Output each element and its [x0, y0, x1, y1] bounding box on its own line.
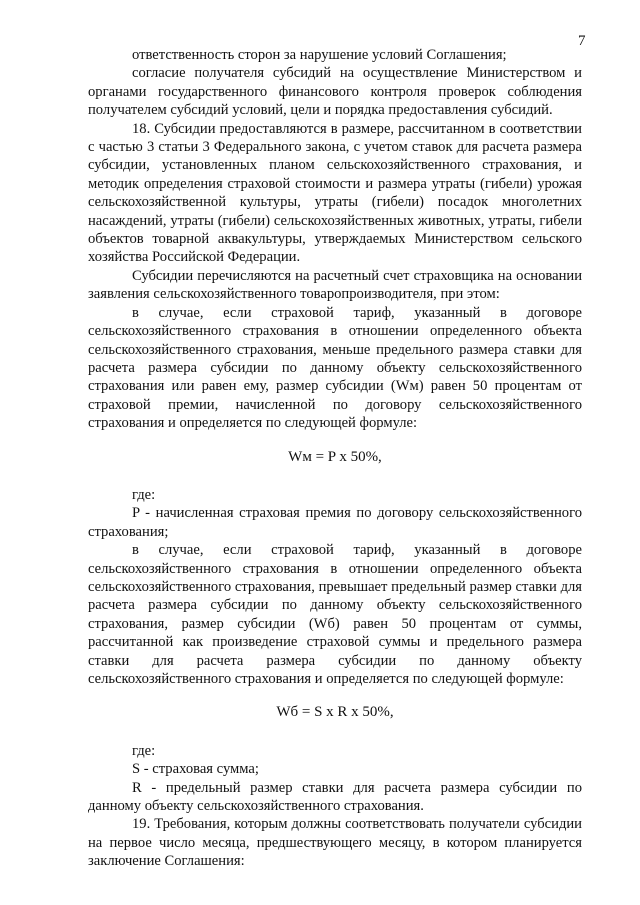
- page-number: 7: [578, 33, 586, 49]
- paragraph-case-less: в случае, если страховой тариф, указанный в договоре сельскохозяйственного страхования в отношении определенного объекта сельскохозяйственного страхования, меньше предельного размера ставки для расчета размера субсидии по данному объекту сельскохозяйственного страхования или равен ему, размер субсидии (Wм) равен 50 процентам от страховой премии, начисленной по договору сельскохозяйственного страхования и определяется по следующей формуле:: [88, 304, 582, 432]
- paragraph-consent: согласие получателя субсидий на осуществление Министерством и органами государственного финансового контроля проверок соблюдения получателем субсидий условий, цели и порядка предоставления субсидий.: [88, 65, 582, 119]
- where-label-2: где:: [132, 742, 156, 759]
- paragraph-transfer: Субсидии перечисляются на расчетный счет страховщика на основании заявления сельскохозяйственного товаропроизводителя, при этом:: [88, 267, 582, 303]
- document-body: [88, 46, 582, 871]
- formula-wm: Wм = P x 50%,: [288, 448, 382, 465]
- where-label-1: где:: [132, 486, 156, 503]
- paragraph-case-exceeds: в случае, если страховой тариф, указанный в договоре сельскохозяйственного страхования в отношении определенного объекта сельскохозяйственного страхования, превышает предельный размер ставки для расчета размера субсидии по данному объекту сельскохозяйственного страхования, размер субсидии (Wб) равен 50 процентам от суммы, рассчитанной как произведение страховой суммы и предельного размера ставки для расчета размера субсидии по данному объекту сельскохозяйственного страхования и определяется по следующей формуле:: [88, 542, 582, 687]
- definition-s: S - страховая сумма;: [132, 761, 259, 778]
- paragraph-18: 18. Субсидии предоставляются в размере, рассчитанном в соответствии с частью 3 статьи 3 Федерального закона, с учетом ставок для расчета размера субсидии, установленных планом сельскохозяйственного страхования, и методик определения страховой стоимости и размера утраты (гибели) урожая сельскохозяйственной культуры, утраты (гибели) посадок многолетних насаждений, утраты (гибели) сельскохозяйственных животных, утраты, гибели объектов товарной аквакультуры, утверждаемых Министерством сельского хозяйства Российской Федерации.: [88, 120, 582, 266]
- formula-wb: Wб = S x R x 50%,: [276, 704, 394, 721]
- paragraph-19: 19. Требования, которым должны соответствовать получатели субсидии на первое число месяца, предшествующего месяцу, в котором планируется заключение Соглашения:: [88, 816, 582, 870]
- definition-r: R - предельный размер ставки для расчета размера субсидии по данному объекту сельскохозяйственного страхования.: [88, 779, 582, 815]
- paragraph-responsibility: ответственность сторон за нарушение условий Соглашения;: [132, 47, 507, 63]
- definition-p: P - начисленная страховая премия по договору сельскохозяйственного страхования;: [88, 505, 582, 540]
